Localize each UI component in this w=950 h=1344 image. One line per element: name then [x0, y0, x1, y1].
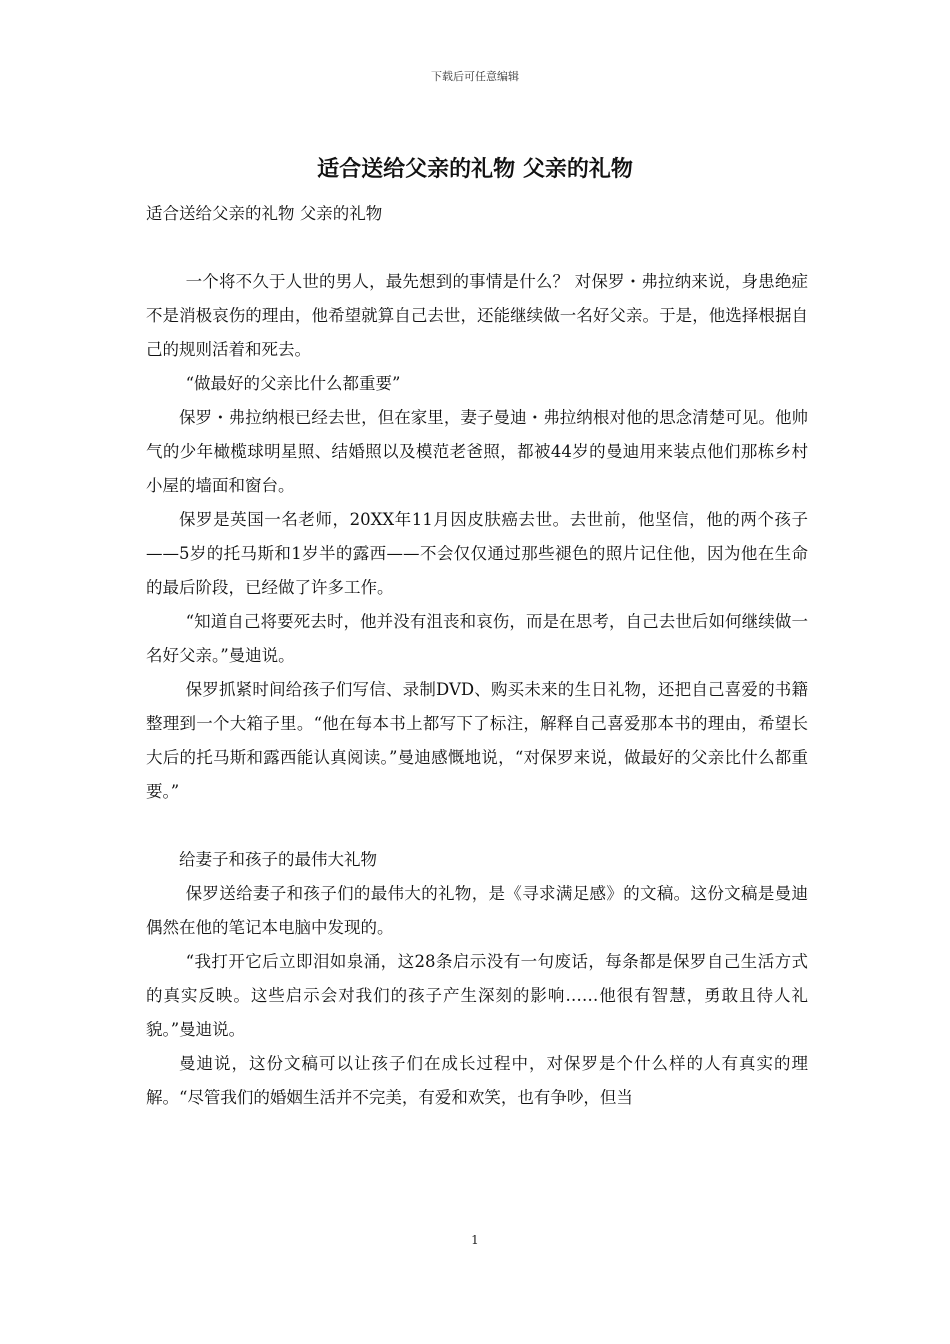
paragraph: 保罗・弗拉纳根已经去世，但在家里，妻子曼迪・弗拉纳根对他的思念清楚可见。他帅气的少年橄榄球明星照、结婚照以及模范老爸照，都被44岁的曼迪用来装点他们那栋乡村小屋的墙面和窗台。	[146, 408, 808, 495]
document-title: 适合送给父亲的礼物 父亲的礼物	[317, 156, 633, 182]
section-heading: 给妻子和孩子的最伟大礼物	[179, 850, 377, 869]
document-subtitle: 适合送给父亲的礼物 父亲的礼物	[146, 204, 383, 223]
page-header-note: 下载后可任意编辑	[431, 70, 519, 83]
document-body	[146, 197, 808, 1115]
paragraph-quote-heading: “做最好的父亲比什么都重要”	[185, 374, 401, 393]
paragraph: “我打开它后立即泪如泉涌，这28条启示没有一句废话，每条都是保罗自己生活方式的真实反映。这些启示会对我们的孩子产生深刻的影响……他很有智慧，勇敢且待人礼貌。”曼迪说。	[146, 952, 808, 1039]
page-number: 1	[471, 1233, 479, 1247]
paragraph: 曼迪说，这份文稿可以让孩子们在成长过程中，对保罗是个什么样的人有真实的理解。“尽管我们的婚姻生活并不完美，有爱和欢笑，也有争吵，但当	[146, 1054, 808, 1107]
paragraph: 保罗送给妻子和孩子们的最伟大的礼物，是《寻求满足感》的文稿。这份文稿是曼迪偶然在他的笔记本电脑中发现的。	[146, 884, 808, 937]
paragraph: 保罗是英国一名老师，20XX年11月因皮肤癌去世。去世前，他坚信，他的两个孩子——5岁的托马斯和1岁半的露西——不会仅仅通过那些褪色的照片记住他，因为他在生命的最后阶段，已经做了许多工作。	[146, 510, 808, 597]
paragraph-intro: 一个将不久于人世的男人，最先想到的事情是什么？ 对保罗・弗拉纳来说，身患绝症不是消极哀伤的理由，他希望就算自己去世，还能继续做一名好父亲。于是，他选择根据自己的规则活着和死去。	[146, 272, 808, 359]
paragraph: 保罗抓紧时间给孩子们写信、录制DVD、购买未来的生日礼物，还把自己喜爱的书籍整理到一个大箱子里。“他在每本书上都写下了标注，解释自己喜爱那本书的理由，希望长大后的托马斯和露西能认真阅读。”曼迪感慨地说，“对保罗来说，做最好的父亲比什么都重要。”	[146, 680, 808, 801]
paragraph: “知道自己将要死去时，他并没有沮丧和哀伤，而是在思考，自己去世后如何继续做一名好父亲。”曼迪说。	[146, 612, 808, 665]
